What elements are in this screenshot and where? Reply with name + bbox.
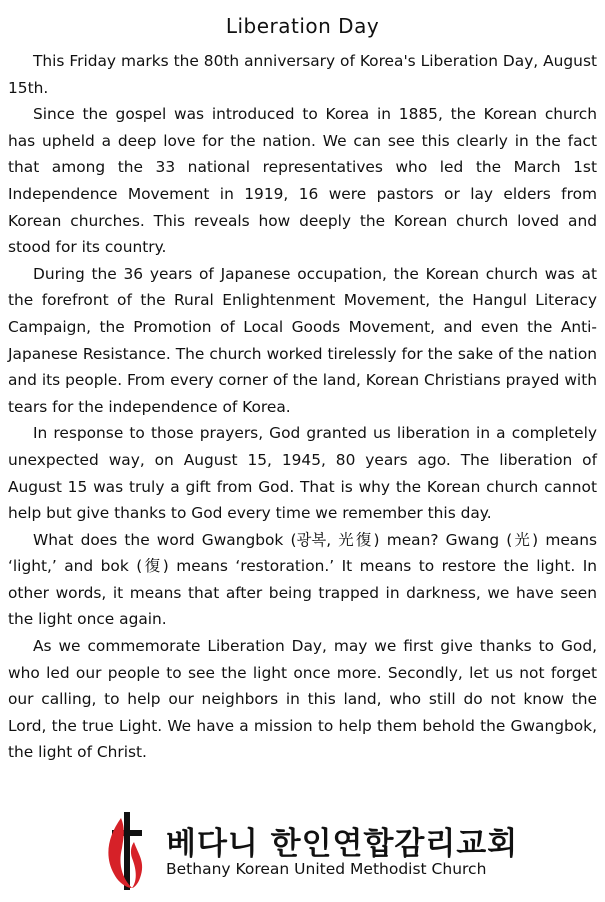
church-logo	[104, 808, 519, 894]
document-title: Liberation Day	[225, 14, 380, 38]
cross-and-flame-icon	[104, 808, 160, 894]
church-name-english: Bethany Korean United Methodist Church	[166, 860, 487, 878]
paragraph-2: Since the gospel was introduced to Korea in 1885, the Korean church has upheld a deep love for the nation. We can see this clearly in the fact that among the 33 national representatives who led the March 1st Independence Movement in 1919, 16 were pastors or lay elders from Korean churches. This reveals how deeply the Korean church loved and stood for its country.	[8, 105, 597, 257]
church-name-korean: 베다니 한인연합감리교회	[166, 826, 519, 862]
paragraph-1: This Friday marks the 80th anniversary of Korea's Liberation Day, August 15th.	[8, 52, 597, 97]
paragraph-3: During the 36 years of Japanese occupation, the Korean church was at the forefront of the Rural Enlightenment Movement, the Hangul Literacy Campaign, the Promotion of Local Goods Movement, and even the Anti-Japanese Resistance. The church worked tirelessly for the sake of the nation and its people. From every corner of the land, Korean Christians prayed with tears for the independence of Korea.	[8, 264, 597, 416]
paragraph-4: In response to those prayers, God granted us liberation in a completely unexpected way, on August 15, 1945, 80 years ago. The liberation of August 15 was truly a gift from God. That is why the Korean church cannot help but give thanks to God every time we remember this day.	[8, 424, 597, 523]
paragraph-5: What does the word Gwangbok (광복, 光復) mean? Gwang (光) means ‘light,’ and bok (復) means ‘restoration.’ It means to restore the light. In other words, it means that after being trapped in darkness, we have seen the light once again.	[8, 530, 597, 629]
paragraph-6: As we commemorate Liberation Day, may we first give thanks to God, who led our people to see the light once more. Secondly, let us not forget our calling, to help our neighbors in this land, who still do not know the Lord, the true Light. We have a mission to help them behold the Gwangbok, the light of Christ.	[8, 637, 597, 762]
